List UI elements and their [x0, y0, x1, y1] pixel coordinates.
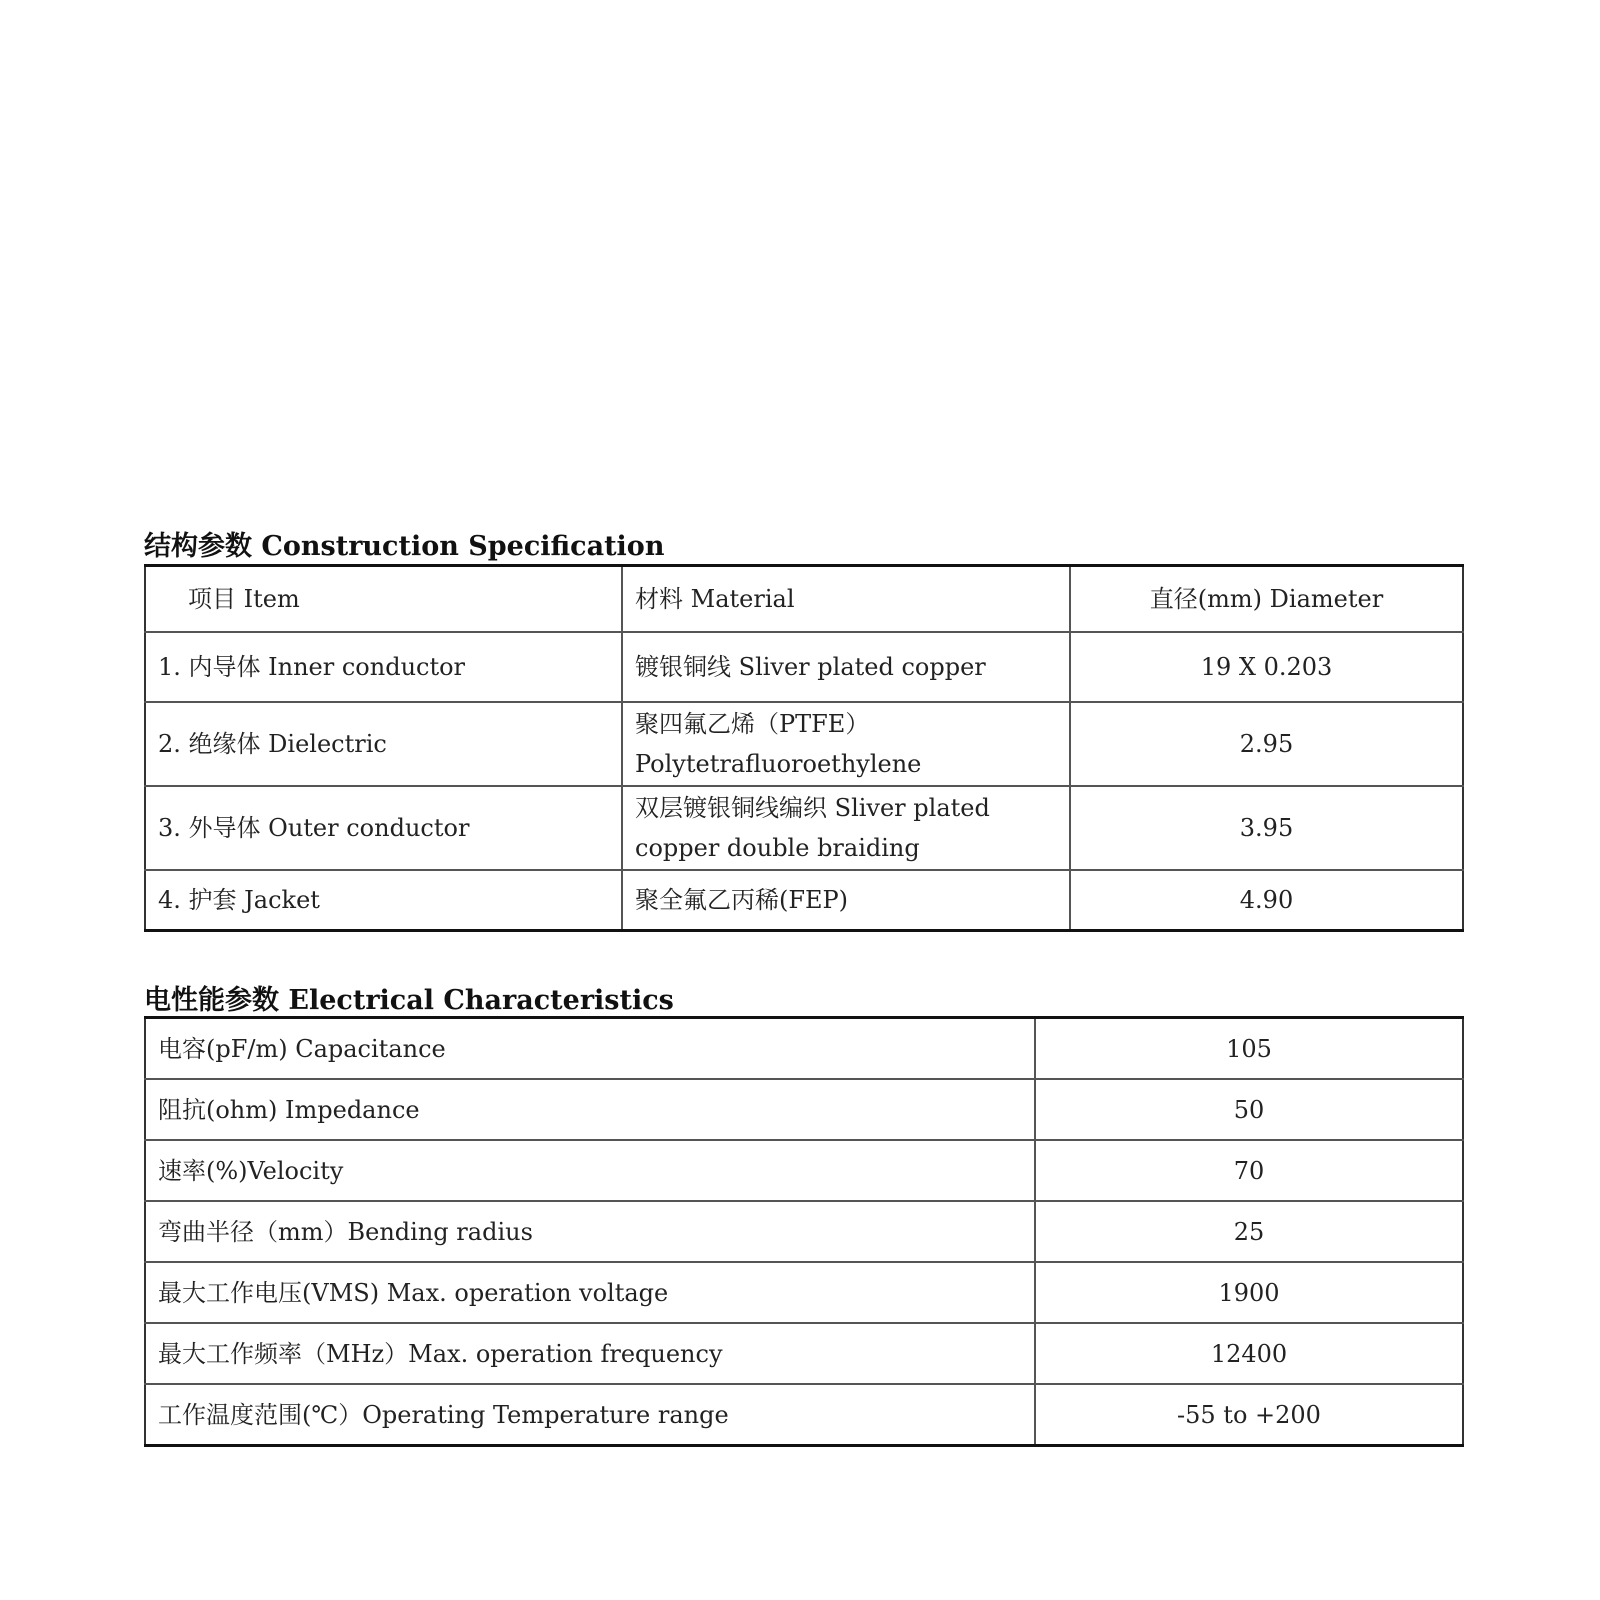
row-item: 3. 外导体 Outer conductor — [145, 786, 622, 870]
row-label: 电容(pF/m) Capacitance — [145, 1018, 1035, 1080]
material-line: 双层镀银铜线编织 Sliver plated — [635, 794, 990, 822]
row-item: 4. 护套 Jacket — [145, 870, 622, 931]
row-label: 最大工作电压(VMS) Max. operation voltage — [145, 1262, 1035, 1323]
row-label: 速率(%)Velocity — [145, 1140, 1035, 1201]
construction-table — [144, 564, 1464, 932]
row-material — [622, 870, 1070, 931]
row-value: 12400 — [1035, 1323, 1463, 1384]
table-row — [145, 702, 1463, 786]
electrical-table — [144, 1016, 1464, 1447]
table-row — [145, 870, 1463, 931]
table-row — [145, 786, 1463, 870]
table-row — [145, 1384, 1463, 1446]
header-diameter: 直径(mm) Diameter — [1070, 566, 1463, 633]
row-material — [622, 632, 1070, 702]
row-value: 1900 — [1035, 1262, 1463, 1323]
electrical-title: 电性能参数 Electrical Characteristics — [144, 985, 674, 1016]
table-row — [145, 1323, 1463, 1384]
header-material: 材料 Material — [622, 566, 1070, 633]
table-row — [145, 1018, 1463, 1080]
material-line: copper double braiding — [635, 834, 920, 862]
row-label: 最大工作频率（MHz）Max. operation frequency — [145, 1323, 1035, 1384]
row-diameter: 19 X 0.203 — [1070, 632, 1463, 702]
row-value: 50 — [1035, 1079, 1463, 1140]
row-diameter: 4.90 — [1070, 870, 1463, 931]
material-line: Polytetrafluoroethylene — [635, 750, 922, 778]
row-label: 工作温度范围(℃）Operating Temperature range — [145, 1384, 1035, 1446]
row-value: 70 — [1035, 1140, 1463, 1201]
row-item: 1. 内导体 Inner conductor — [145, 632, 622, 702]
table-row — [145, 632, 1463, 702]
row-value: 105 — [1035, 1018, 1463, 1080]
material-line: 聚全氟乙丙稀(FEP) — [635, 886, 849, 914]
row-material — [622, 702, 1070, 786]
header-item: 项目 Item — [145, 566, 622, 633]
row-value: -55 to +200 — [1035, 1384, 1463, 1446]
table-row — [145, 1201, 1463, 1262]
row-label: 弯曲半径（mm）Bending radius — [145, 1201, 1035, 1262]
construction-title: 结构参数 Construction Specification — [144, 531, 665, 562]
row-label: 阻抗(ohm) Impedance — [145, 1079, 1035, 1140]
material-line: 镀银铜线 Sliver plated copper — [635, 653, 986, 681]
table-row — [145, 1079, 1463, 1140]
row-item: 2. 绝缘体 Dielectric — [145, 702, 622, 786]
table-row — [145, 1140, 1463, 1201]
row-value: 25 — [1035, 1201, 1463, 1262]
row-diameter: 3.95 — [1070, 786, 1463, 870]
table-row — [145, 1262, 1463, 1323]
row-diameter: 2.95 — [1070, 702, 1463, 786]
table-header-row — [145, 566, 1463, 633]
row-material — [622, 786, 1070, 870]
material-line: 聚四氟乙烯（PTFE） — [635, 710, 870, 738]
